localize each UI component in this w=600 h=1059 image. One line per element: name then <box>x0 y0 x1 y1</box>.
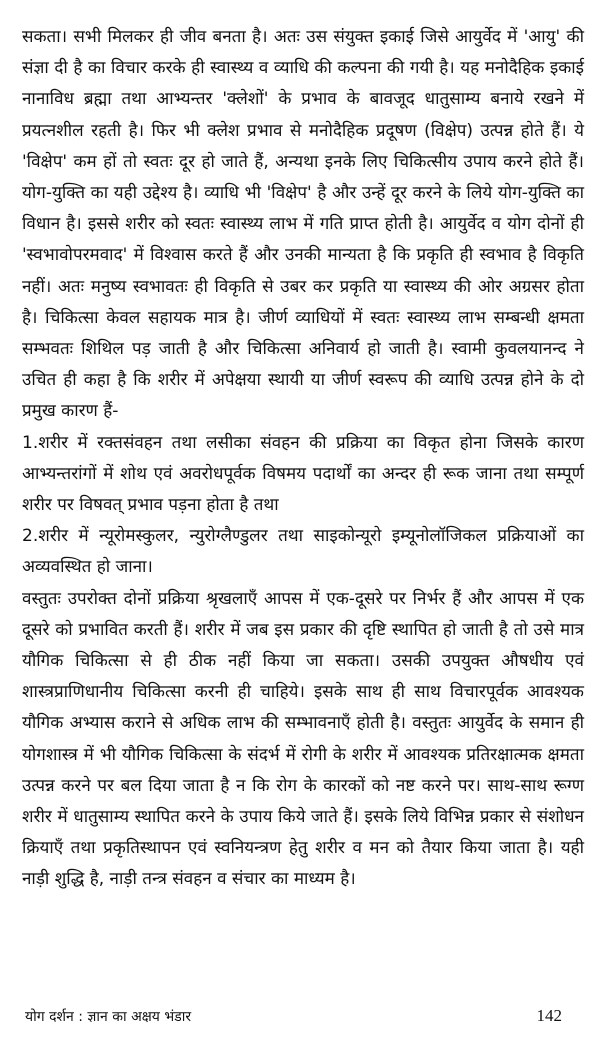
paragraph-3: 2.शरीर में न्यूरोमस्कुलर, न्युरोग्लैण्डुलर तथा साइकोन्यूरो इम्यूनोलॉजिकल प्रक्रियाओं का अव्यवस्थित हो जाना। <box>22 526 584 578</box>
paragraph-1: सकता। सभी मिलकर ही जीव बनता है। अतः उस संयुक्त इकाई जिसे आयुर्वेद में 'आयु' की संज्ञा दी है का विचार करके ही स्वास्थ्य व व्याधि की कल्पना की गयी है। यह मनोदैहिक इकाई नानाविध ब्रह्मा तथा आभ्यन्तर 'क्लेशों' के प्रभाव के बावजूद धातुसाम्य बनाये रखने में प्रयत्नशील रहती है। फिर भी क्लेश प्रभाव से मनोदैहिक प्रदूषण (विक्षेप) उत्पन्न होते हैं। ये 'विक्षेप' कम हों तो स्वतः दूर हो जाते हैं, अन्यथा इनके लिए चिकित्सीय उपाय करने होते हैं। योग-युक्ति का यही उद्देश्य है। व्याधि भी 'विक्षेप' है और उन्हें दूर करने के लिये योग-युक्ति का विधान है। इससे शरीर को स्वतः स्वास्थ्य लाभ में गति प्राप्त होती है। आयुर्वेद व योग दोनों ही 'स्वभावोपरमवाद' में विश्वास करते हैं और उनकी मान्यता है कि प्रकृति ही स्वभाव है विकृति नहीं। अतः मनुष्य स्वभावतः ही विकृति से उबर कर प्रकृति या स्वास्थ्य की ओर अग्रसर होता है। चिकित्सा केवल सहायक मात्र है। जीर्ण व्याधियों में स्वतः स्वास्थ्य लाभ सम्बन्धी क्षमता सम्भवतः शिथिल पड़ जाती है और चिकित्सा अनिवार्य हो जाती है। स्वामी कुवलयानन्द ने उचित ही कहा है कि शरीर में अपेक्षया स्थायी या जीर्ण स्वरूप की व्याधि उत्पन्न होने के दो प्रमुख कारण हैं- <box>22 27 584 422</box>
book-title: योग दर्शन : ज्ञान का अक्षय भंडार <box>25 1008 192 1025</box>
page-body <box>22 22 584 896</box>
paragraph-4: वस्तुतः उपरोक्त दोनों प्रक्रिया श्रृखलाएँ आपस में एक-दूसरे पर निर्भर हैं और आपस में एक दूसरे को प्रभावित करती हैं। शरीर में जब इस प्रकार की दृष्टि स्थापित हो जाती है तो उसे मात्र यौगिक चिकित्सा से ही ठीक नहीं किया जा सकता। उसकी उपयुक्त औषधीय एवं शास्त्रप्राणिधानीय चिकित्सा करनी ही चाहिये। इसके साथ ही साथ विचारपूर्वक आवश्यक यौगिक अभ्यास कराने से अधिक लाभ की सम्भावनाएँ होती है। वस्तुतः आयुर्वेद के समान ही योगशास्त्र में भी यौगिक चिकित्सा के संदर्भ में रोगी के शरीर में आवश्यक प्रतिरक्षात्मक क्षमता उत्पन्न करने पर बल दिया जाता है न कि रोग के कारकों को नष्ट करने पर। साथ-साथ रूग्ण शरीर में धातुसाम्य स्थापित करने के उपाय किये जाते हैं। इसके लिये विभिन्न प्रकार से संशोधन क्रियाएँ तथा प्रकृतिस्थापन एवं स्वनियन्त्रण हेतु शरीर व मन को तैयार किया जाता है। यही नाड़ी शुद्धि है, नाड़ी तन्त्र संवहन व संचार का माध्यम है। <box>22 588 584 890</box>
page-footer <box>25 1002 562 1030</box>
paragraph-2: 1.शरीर में रक्तसंवहन तथा लसीका संवहन की प्रक्रिया का विकृत होना जिसके कारण आभ्यन्तरांगों में शोथ एवं अवरोधपूर्वक विषमय पदार्थों का अन्दर ही रूक जाना तथा सम्पूर्ण शरीर पर विषवत् प्रभाव पड़ना होता है तथा <box>22 432 584 516</box>
page-number: 142 <box>536 1006 562 1025</box>
